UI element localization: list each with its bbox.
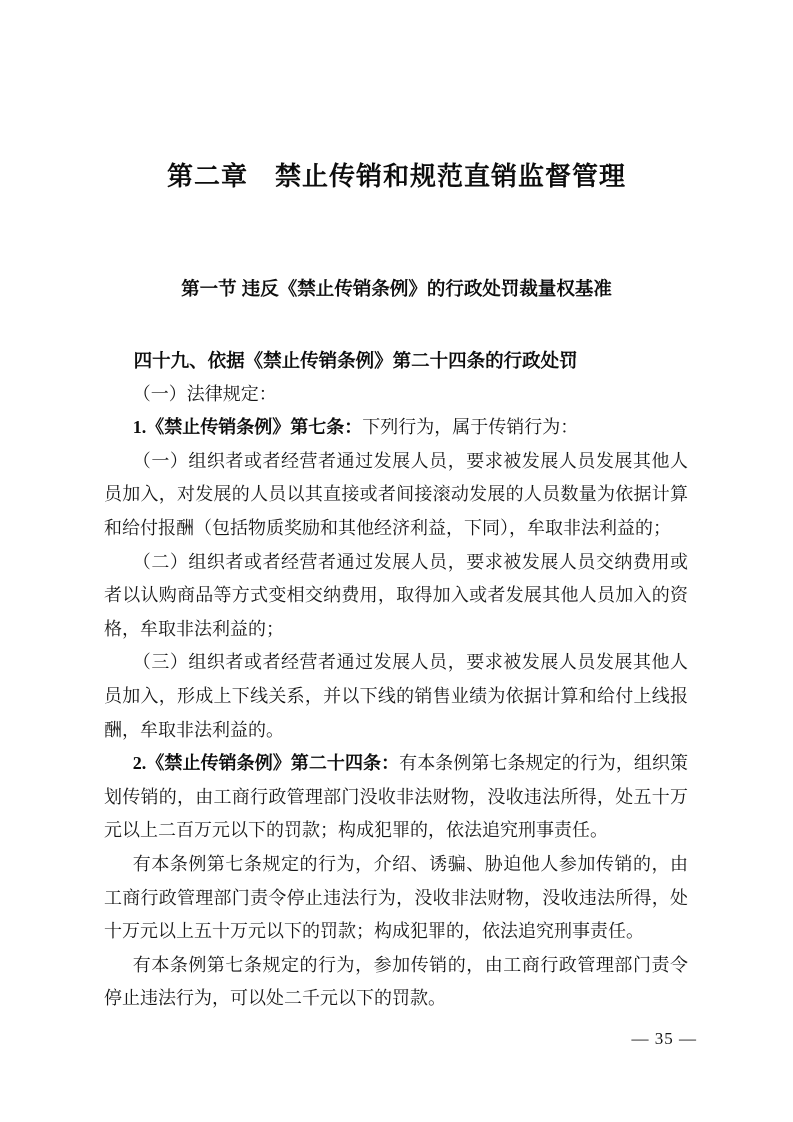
paragraph-item-3 [104, 646, 688, 747]
paragraph-text: 有本条例第七条规定的行为，介绍、诱骗、胁迫他人参加传销的，由工商行政管理部门责令停止违法行为，没收非法财物，没收违法所得，处十万元以上五十万元以下的罚款；构成犯罪的，依法追究刑事责任。 [104, 853, 688, 942]
paragraph-text: （一）组织者或者经营者通过发展人员，要求被发展人员发展其他人员加入，对发展的人员以其直接或者间接滚动发展的人员数量为依据计算和给付报酬（包括物质奖励和其他经济利益，下同），牟取非法利益的； [104, 450, 688, 538]
item-heading: 四十九、依据《禁止传销条例》第二十四条的行政处罚 [133, 350, 578, 371]
paragraph-text: 有本条例第七条规定的行为，组织策划传销的，由工商行政管理部门没收非法财物，没收违法所得，处五十万元以上二百万元以下的罚款；构成犯罪的，依法追究刑事责任。 [104, 753, 689, 841]
paragraph-penalty-participate [104, 949, 688, 1016]
paragraph-lead: 1.《禁止传销条例》第七条： [132, 417, 363, 438]
section-title: 第一节 违反《禁止传销条例》的行政处罚裁量权基准 [181, 278, 612, 299]
paragraph-text: 有本条例第七条规定的行为，参加传销的，由工商行政管理部门责令停止违法行为，可以处二千元以下的罚款。 [104, 954, 688, 1009]
legal-provisions-label: （一）法律规定： [132, 383, 277, 404]
paragraph-item-1 [104, 445, 688, 546]
paragraph-article7 [104, 411, 688, 445]
paragraph-text: （二）组织者或者经营者通过发展人员，要求被发展人员交纳费用或者以认购商品等方式变相交纳费用，取得加入或者发展其他人员加入的资格，牟取非法利益的； [104, 551, 688, 639]
page-number: — 35 — [631, 1029, 697, 1048]
paragraph-text: （三）组织者或者经营者通过发展人员，要求被发展人员发展其他人员加入，形成上下线关系，并以下线的销售业绩为依据计算和给付上线报酬，牟取非法利益的。 [104, 652, 688, 740]
paragraph-article24 [104, 747, 688, 848]
paragraph-lead: 2.《禁止传销条例》第二十四条： [132, 753, 400, 774]
paragraph-text: 下列行为，属于传销行为： [362, 417, 579, 438]
chapter-title: 第二章 禁止传销和规范直销监督管理 [166, 162, 626, 191]
paragraph-item-2 [104, 546, 688, 647]
paragraph-penalty-introduce [104, 848, 688, 949]
content-body [104, 344, 688, 1016]
